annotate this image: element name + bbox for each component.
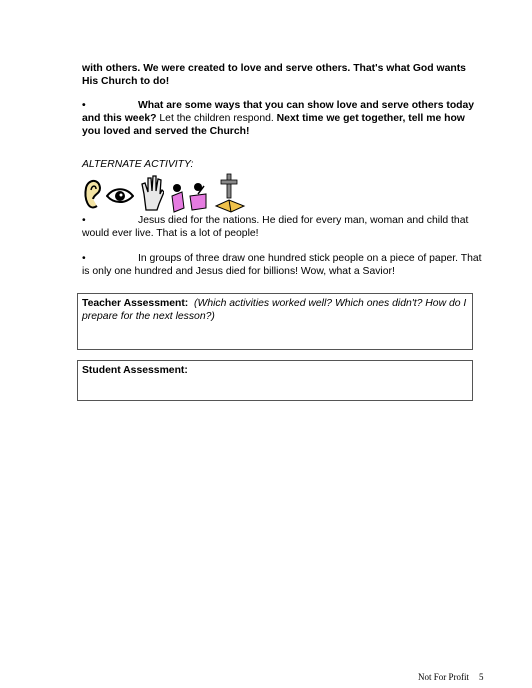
question-followup: Next time we get together, tell me how you loved and served the Church! bbox=[82, 113, 465, 137]
bullet-text: Jesus died for the nations. He died for every man, woman and child that would ever live. That is a lot of people! bbox=[82, 215, 469, 239]
intro-paragraph: with others. We were created to love and serve others. That's what God wants His Church to do! bbox=[82, 63, 466, 87]
senses-icon-row bbox=[82, 176, 252, 216]
student-assessment-box[interactable] bbox=[77, 360, 473, 401]
footer-text: Not For Profit bbox=[418, 672, 470, 682]
bullet-marker: • bbox=[82, 253, 86, 264]
teacher-assessment-box[interactable] bbox=[77, 293, 473, 350]
page-number: 5 bbox=[479, 672, 484, 682]
teacher-assessment-prompt: (Which activities worked well? Which ones didn't? How do I prepare for the next lesson?) bbox=[82, 298, 467, 322]
question-paragraph bbox=[82, 99, 482, 138]
teacher-assessment-label: Teacher Assessment: bbox=[82, 298, 189, 309]
bullet-marker: • bbox=[82, 100, 86, 111]
bullet-stick-people bbox=[82, 252, 482, 278]
question-text: What are some ways that you can show love and serve others today and this week? bbox=[82, 100, 475, 124]
bullet-jesus-died bbox=[82, 214, 482, 240]
ear-icon bbox=[82, 176, 102, 214]
bullet-marker: • bbox=[82, 215, 86, 226]
question-instruction: Let the children respond. bbox=[156, 113, 277, 124]
hand-icon bbox=[140, 174, 164, 212]
cross-bible-icon bbox=[214, 172, 246, 214]
alternate-activity-heading: ALTERNATE ACTIVITY: bbox=[82, 159, 194, 170]
craft-icon bbox=[168, 182, 210, 214]
bullet-text: In groups of three draw one hundred stick people on a piece of paper. That is only one hundred and Jesus died for billions! Wow, what a Savior! bbox=[82, 253, 482, 277]
eye-icon bbox=[106, 186, 134, 206]
student-assessment-label: Student Assessment: bbox=[82, 365, 188, 376]
